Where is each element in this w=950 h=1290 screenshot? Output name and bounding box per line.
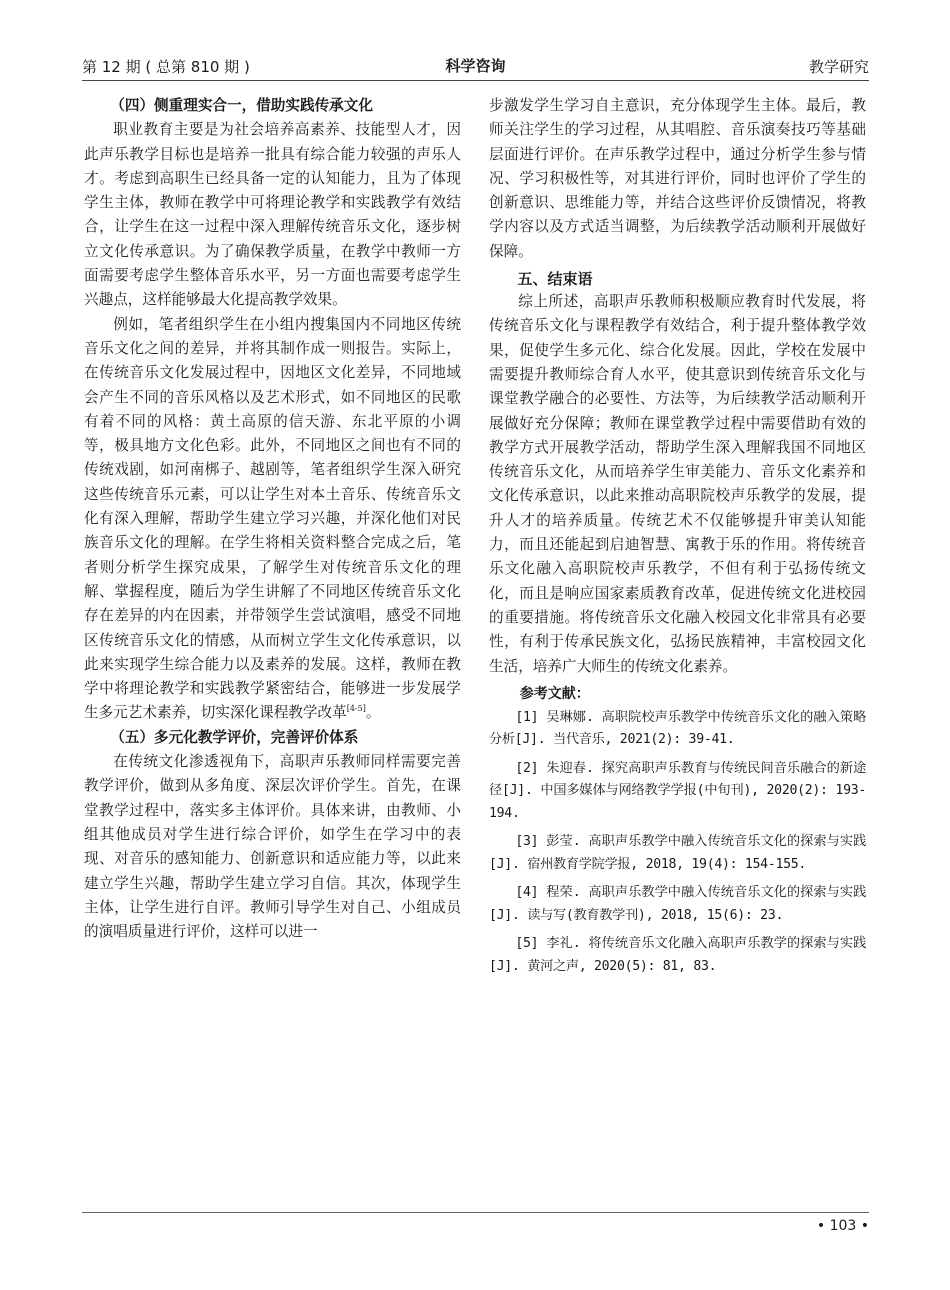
paragraph	[84, 313, 461, 726]
conclusion-heading: 五、结束语	[517, 270, 593, 289]
page-number: • 103 •	[816, 1218, 869, 1234]
reference-item: [4] 程荣. 高职声乐教学中融入传统音乐文化的探索与实践[J]. 读与写(教育教学刊), 2018, 15(6): 23.	[489, 885, 866, 923]
section-heading-4: （四）侧重理实合一，借助实践传承文化	[110, 97, 373, 114]
header-divider	[82, 80, 869, 81]
reference-item: [3] 彭莹. 高职声乐教学中融入传统音乐文化的探索与实践[J]. 宿州教育学院学报, 2018, 19(4): 154-155.	[489, 834, 866, 872]
footer-divider	[82, 1212, 869, 1213]
section-heading-5: （五）多元化教学评价，完善评价体系	[110, 728, 359, 746]
paragraph-end: 。	[365, 704, 381, 722]
reference-item: [5] 李礼. 将传统音乐文化融入高职声乐教学的探索与实践[J]. 黄河之声, 2020(5): 81, 83.	[489, 936, 866, 974]
reference-item: [1] 吴琳娜. 高职院校声乐教学中传统音乐文化的融入策略分析[J]. 当代音乐, 2021(2): 39-41.	[489, 709, 866, 748]
left-column	[84, 94, 461, 944]
section-name: 教学研究	[808, 58, 869, 76]
paragraph-continued: 步激发学生学习自主意识，充分体现学生主体。最后，教师关注学生的学习过程，从其唱腔、音乐演奏技巧等基础层面进行评价。在声乐教学过程中，通过分析学生参与情况、学习积极性等，对其进行评价，同时也评价了学生的创新意识、思维能力等，并结合这些评价反馈情况，将教学内容以及方式适当调整，为后续教学活动顺利开展做好保障。	[489, 97, 866, 260]
journal-title: 科学咨询	[445, 57, 506, 75]
right-column	[489, 94, 866, 984]
citation: [4-5]	[346, 704, 366, 714]
paragraph: 职业教育主要是为社会培养高素养、技能型人才，因此声乐教学目标也是培养一批具有综合能力较强的声乐人才。考虑到高职生已经具备一定的认知能力，且为了体现学生主体，教师在教学中可将理论教学和实践教学有效结合，让学生在这一过程中深入理解传统音乐文化，逐步树立文化传承意识。为了确保教学质量，在教学中教师一方面需要考虑学生整体音乐水平，另一方面也需要考虑学生兴趣点，这样能够最大化提高教学效果。	[84, 121, 461, 309]
page-header	[82, 52, 869, 78]
paragraph: 在传统文化渗透视角下，高职声乐教师同样需要完善教学评价，做到从多角度、深层次评价学生。首先，在课堂教学过程中，落实多主体评价。具体来讲，由教师、小组其他成员对学生进行综合评价，如学生在学习中的表现、对音乐的感知能力、创新意识和适应能力等，以此来建立学生兴趣，帮助学生建立学习自信。其次，体现学生主体，让学生进行自评。教师引导学生对自己、小组成员的演唱质量进行评价，这样可以进一	[84, 753, 461, 941]
references-heading: 参考文献：	[519, 685, 590, 702]
paragraph: 综上所述，高职声乐教师积极顺应教育时代发展，将传统音乐文化与课程教学有效结合，利于提升整体教学效果，促使学生多元化、综合化发展。因此，学校在发展中需要提升教师综合育人水平，使其意识到传统音乐文化与课堂教学融合的必要性、方法等，为后续教学活动顺利开展做好充分保障；教师在课堂教学过程中需要借助有效的教学方式开展教学活动，帮助学生深入理解我国不同地区传统音乐文化，从而培养学生审美能力、音乐文化素养和文化传承意识，以此来推动高职院校声乐教学的发展，提升人才的培养质量。传统艺术不仅能够提升审美认知能力，而且还能起到启迪智慧、寓教于乐的作用。将传统音乐文化融入高职院校声乐教学，不但有利于弘扬传统文化，而且是响应国家素质教育改革，促进传统文化进校园的重要措施。将传统音乐文化融入校园文化非常具有必要性，有利于传承民族文化，弘扬民族精神，丰富校园文化生活，培养广大师生的传统文化素养。	[489, 293, 866, 675]
reference-item: [2] 朱迎春. 探究高职声乐教育与传统民间音乐融合的新途径[J]. 中国多媒体与网络教学学报(中旬刊), 2020(2): 193-194.	[489, 760, 866, 821]
issue-number: 第 12 期 ( 总第 810 期 )	[82, 58, 250, 76]
paragraph-text: 例如，笔者组织学生在小组内搜集国内不同地区传统音乐文化之间的差异，并将其制作成一则报告。实际上，在传统音乐文化发展过程中，因地区文化差异，不同地域会产生不同的音乐风格以及艺术形式，如不同地区的民歌有着不同的风格：黄土高原的信天游、东北平原的小调等，极具地方文化色彩。此外，不同地区之间也有不同的传统戏剧，如河南梆子、越剧等，笔者组织学生深入研究这些传统音乐元素，可以让学生对本土音乐、传统音乐文化有深入理解，帮助学生建立学习兴趣，并深化他们对民族音乐文化的理解。在学生将相关资料整合完成之后，笔者则分析学生探究成果，了解学生对传统音乐文化的理解、掌握程度，随后为学生讲解了不同地区传统音乐文化存在差异的内在因素，并带领学生尝试演唱，感受不同地区传统音乐文化的情感，从而树立学生文化传承意识，以此来实现学生综合能力以及素养的发展。这样，教师在教学中将理论教学和实践教学紧密结合，能够进一步发展学生多元艺术素养，切实深化课程教学改革	[84, 315, 461, 722]
